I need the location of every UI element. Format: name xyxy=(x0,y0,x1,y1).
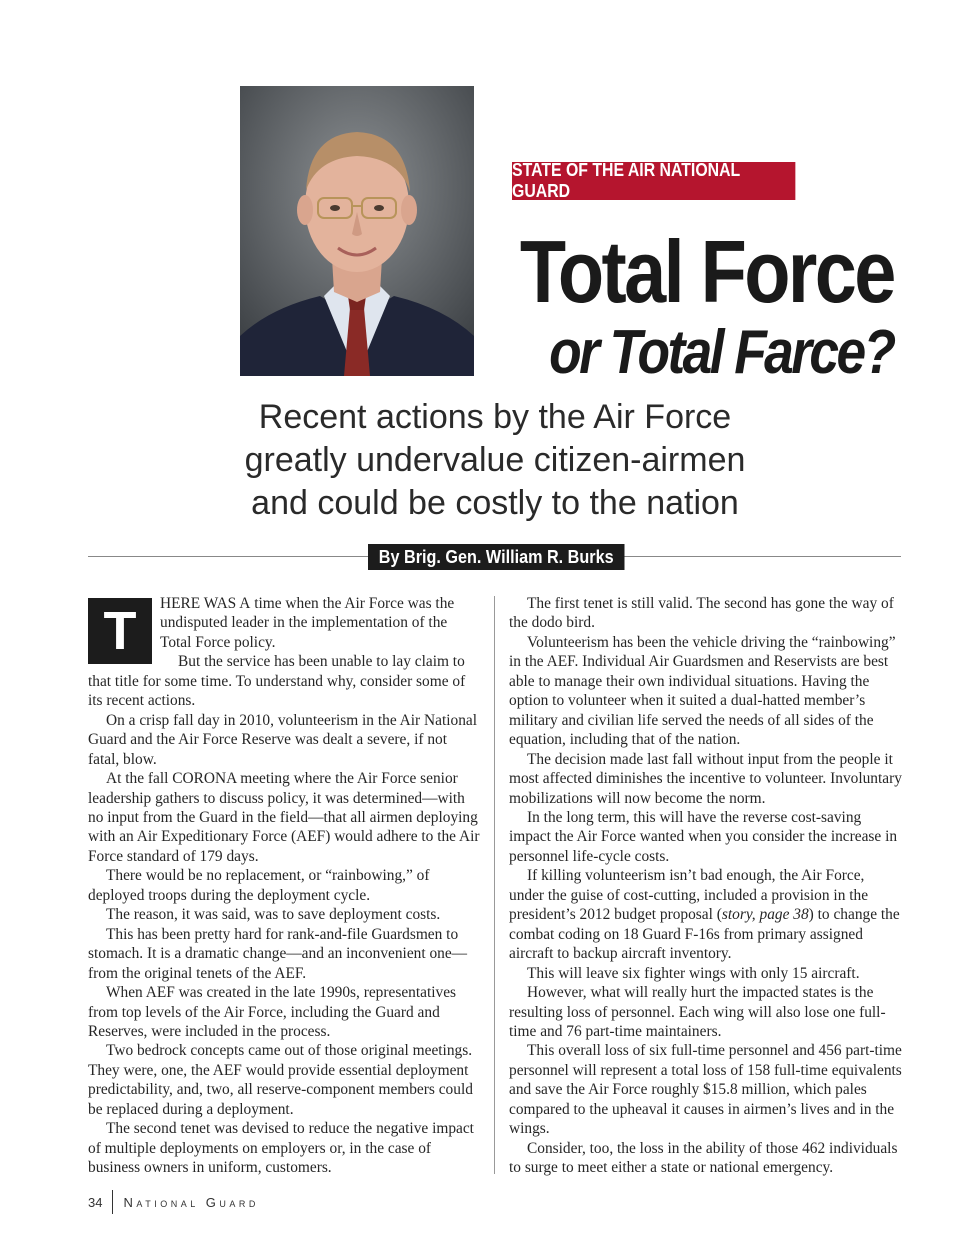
article-title: Total Force xyxy=(520,222,894,321)
deck-line: greatly undervalue citizen-airmen xyxy=(244,441,746,479)
paragraph-text: time when the Air Force was the undisputed leader in the implementation of the Total Force policy. xyxy=(160,595,455,651)
section-label: STATE OF THE AIR NATIONAL GUARD xyxy=(512,162,795,200)
body-paragraph: But the service has been unable to lay claim to that title for some time. To understand why, consider some of its recent actions. xyxy=(88,653,466,710)
page-number: 34 xyxy=(88,1190,113,1214)
body-paragraph: On a crisp fall day in 2010, volunteerism in the Air National Guard and the Air Force Reserve was dealt a severe, if not fatal, blow. xyxy=(88,711,478,768)
body-paragraph: However, what will really hurt the impacted states is the resulting loss of personnel. Each wing will also lose one full-time and 76 part-time maintainers. xyxy=(509,984,886,1040)
page-footer xyxy=(88,1190,259,1214)
body-paragraph: There would be no replacement, or “rainbowing,” of deployed troops during the deployment cycle. xyxy=(88,867,430,904)
body-column-right xyxy=(509,594,902,1178)
body-paragraph: Consider, too, the loss in the ability of those 462 individuals to surge to meet either a state or national emergency. xyxy=(509,1139,898,1177)
body-paragraph: Volunteerism has been the vehicle driving the “rainbowing” in the AEF. Individual Air Guardsmen and Reservists are best able to manage their own individual situations. Having the option to volunteer when it suited a dual-hatted member’s military and civilian life served the needs of all sides of the equation, including that of the nation. xyxy=(509,633,896,749)
story-reference: story, page 38 xyxy=(721,906,809,924)
deck-line: Recent actions by the Air Force xyxy=(258,398,732,436)
body-paragraph: The second tenet was devised to reduce the negative impact of multiple deployments on employers or, in the case of business owners in uniform, customers. xyxy=(88,1120,474,1177)
paragraph-text: If killing volunteerism isn’t bad enough, the Air Force, under the guise of cost-cutting, included a provision in the president’s 2012 budget proposal ( xyxy=(509,867,869,924)
lead-in-caps: HERE WAS A xyxy=(160,595,251,612)
body-paragraph: This will leave six fighter wings with only 15 aircraft. xyxy=(527,964,860,982)
body-paragraph: The decision made last fall without input from the people it most affected diminishes the incentive to volunteer. Involuntary mobilizations will now become the norm. xyxy=(509,750,902,807)
author-photo xyxy=(240,86,474,376)
body-paragraph: The reason, it was said, was to save deployment costs. xyxy=(106,906,441,924)
article-deck xyxy=(180,396,810,525)
body-paragraph: In the long term, this will have the reverse cost-saving impact the Air Force wanted when you consider the increase in personnel life-cycle costs. xyxy=(509,808,898,865)
body-paragraph: When AEF was created in the late 1990s, representatives from top levels of the Air Force, including the Guard and Reserves, were included in the process. xyxy=(88,984,457,1040)
body-paragraph: Two bedrock concepts came out of those original meetings. They were, one, the AEF would provide essential deployment predictability, and, two, all reserve-component members could be replaced during a deployment. xyxy=(88,1042,473,1118)
body-paragraph: The first tenet is still valid. The second has gone the way of the dodo bird. xyxy=(509,595,894,632)
article-subtitle: or Total Farce? xyxy=(549,318,894,387)
deck-line: and could be costly to the nation xyxy=(251,484,739,522)
body-column-left xyxy=(88,594,480,1178)
body-paragraph: This has been pretty hard for rank-and-file Guardsmen to stomach. It is a dramatic change—and an inconvenient one—from the original tenets of the AEF. xyxy=(88,925,468,982)
body-paragraph: This overall loss of six full-time personnel and 456 part-time personnel will represent a total loss of 158 full-time equivalents and save the Air Force roughly $15.8 million, which pales compared to the upheaval it causes in airmen’s lives and in the wings. xyxy=(509,1042,902,1138)
drop-cap: T xyxy=(88,598,152,664)
column-divider xyxy=(494,596,495,1174)
portrait-illustration xyxy=(240,86,474,376)
byline: By Brig. Gen. William R. Burks xyxy=(368,544,624,570)
body-paragraph xyxy=(509,866,902,963)
body-paragraph: At the fall CORONA meeting where the Air Force senior leadership gathers to discuss policy, it was determined—with no input from the Guard in the field—that all airmen deploying with an Air Expeditionary Force (AEF) would adhere to the Air Force standard of 179 days. xyxy=(88,770,480,865)
paragraph-text: ) to change the combat coding on 18 Guard F-16s from primary assigned aircraft to backup aircraft inventory. xyxy=(509,906,900,963)
magazine-name: National Guard xyxy=(123,1194,259,1210)
body-paragraph xyxy=(88,594,480,661)
